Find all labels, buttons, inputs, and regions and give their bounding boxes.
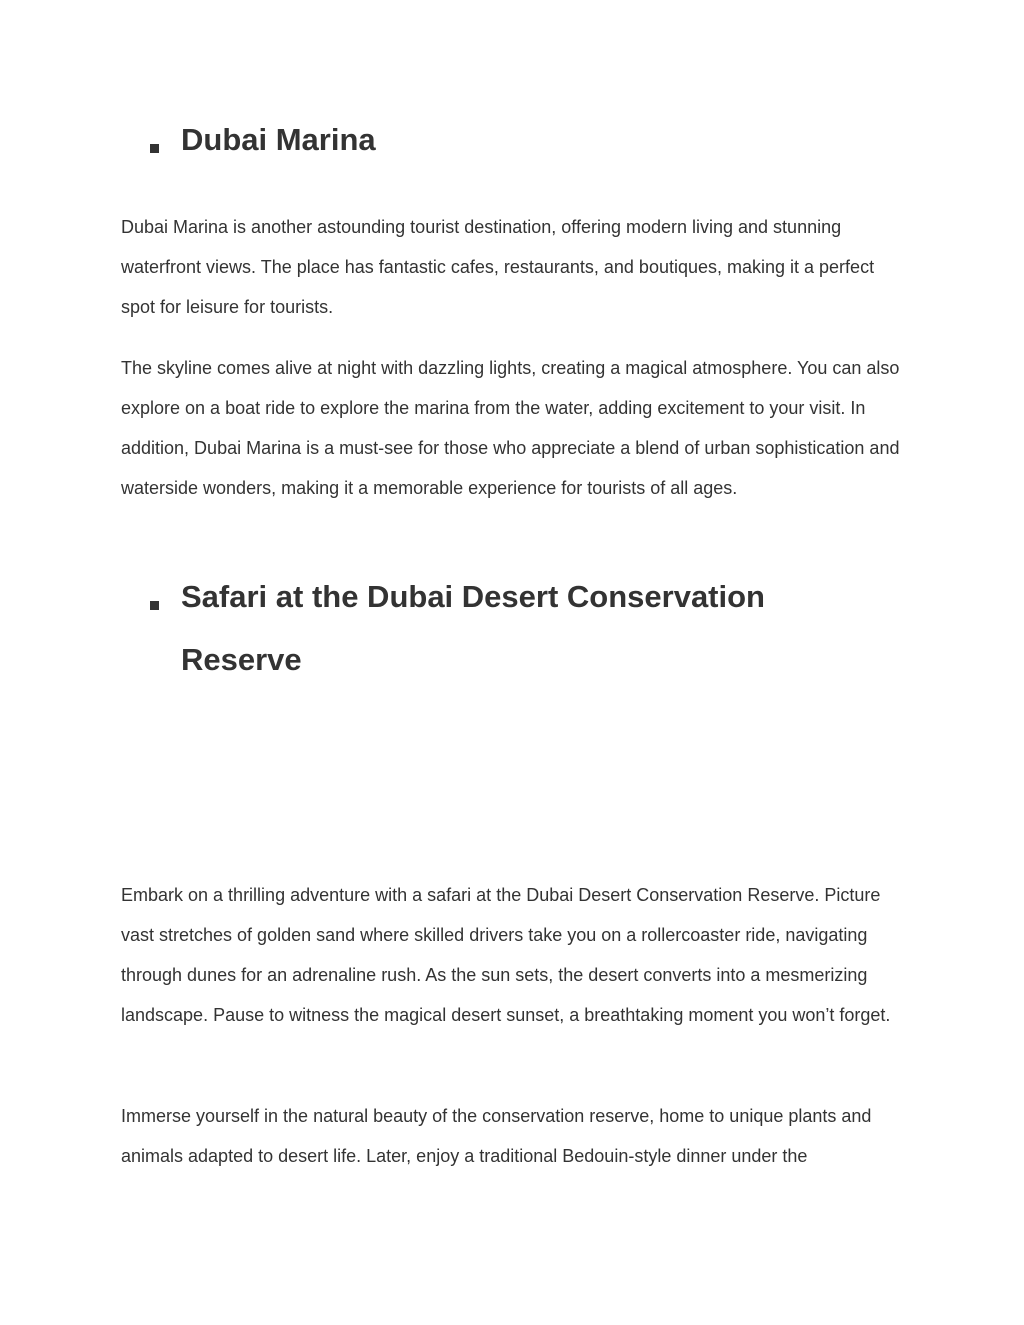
paragraph: Immerse yourself in the natural beauty of the conservation reserve, home to unique plants and animals adapted to desert life. Later, enjoy a traditional Bedouin-style dinner under the [121, 1106, 872, 1166]
paragraph: The skyline comes alive at night with dazzling lights, creating a magical atmosphere. You can also explore on a boat ride to explore the marina from the water, adding excitement to your visit. In addition, Dubai Marina is a must-see for those who appreciate a blend of urban sophistication and waterside wonders, making it a memorable experience for tourists of all ages. [121, 358, 900, 498]
heading-text: Safari at the Dubai Desert Conservation Reserve [181, 579, 765, 677]
square-bullet-icon [150, 601, 159, 610]
section-heading-desert-safari [150, 565, 910, 677]
heading-text: Dubai Marina [181, 122, 376, 157]
paragraph: Embark on a thrilling adventure with a safari at the Dubai Desert Conservation Reserve. Picture vast stretches of golden sand where skilled drivers take you on a rollercoaster ride, navigating through dunes for an adrenaline rush. As the sun sets, the desert converts into a mesmerizing landscape. Pause to witness the magical desert sunset, a breathtaking moment you won’t forget. [121, 885, 891, 1025]
paragraph: Dubai Marina is another astounding tourist destination, offering modern living and stunning waterfront views. The place has fantastic cafes, restaurants, and boutiques, making it a perfect spot for leisure for tourists. [121, 217, 875, 317]
square-bullet-icon [150, 144, 159, 153]
section-heading-dubai-marina [150, 108, 910, 157]
